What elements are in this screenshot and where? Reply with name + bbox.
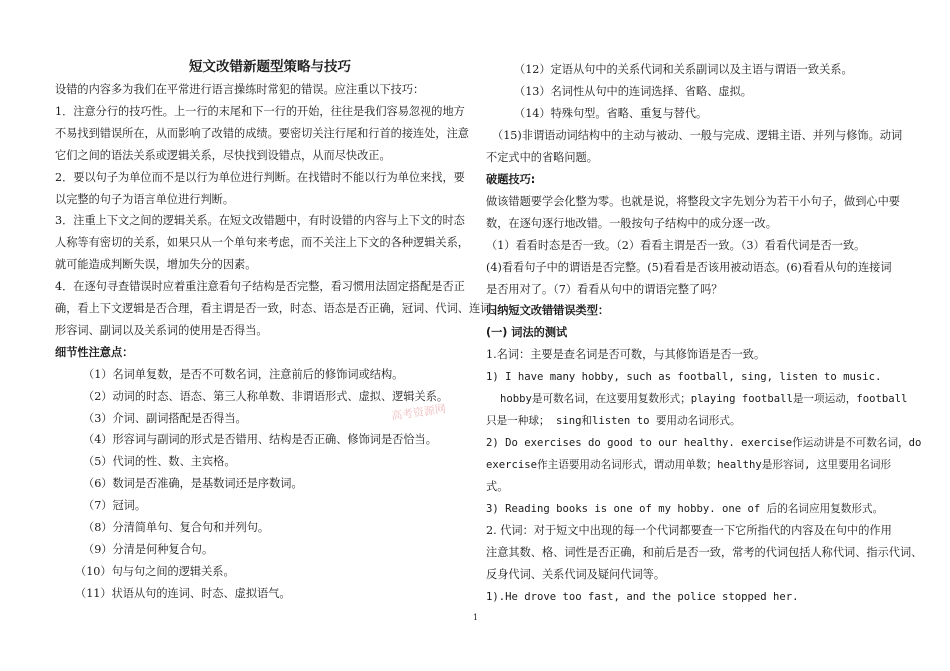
text-line: （13）名词性从句中的连词选择、省略、虚拟。 <box>514 84 752 98</box>
text-line: 1).He drove too fast, and the police stopped her. <box>486 590 799 603</box>
text-line: 3．注重上下文之间的逻辑关系。在短文改错题中，有时设错的内容与上下文的时态 <box>55 214 465 228</box>
text-line: 2. 代词：对于短文中出现的每一个代词都要查一下它所指代的内容及在句中的作用 <box>486 523 892 537</box>
text-line: (4)看看句子中的谓语是否完整。(5)看看是否该用被动语态。(6)看看从句的连接词 <box>486 260 892 274</box>
text-line: 3) Reading books is one of my hobby. one of 后的名词应用复数形式。 <box>486 503 884 515</box>
text-line: 1) I have many hobby, such as football, sing, listen to music. <box>486 371 882 384</box>
text-line: 不定式中的省略问题。 <box>486 150 598 164</box>
text-line: 做该错题要学会化整为零。也就是说，将整段文字先划分为若干小句子，做到心中要 <box>486 194 900 208</box>
section-heading: (一) 词法的测试 <box>486 326 568 340</box>
text-line: 确，看上下文逻辑是否合理，看主谓是否一致，时态、语态是否正确，冠词、代词、连词、 <box>55 302 503 315</box>
text-line: 人称等有密切的关系，如果只从一个单句来考虑，而不关注上下文的各种逻辑关系， <box>55 236 469 250</box>
text-line: （10）句与句之间的逻辑关系。 <box>75 564 235 578</box>
text-line: （8）分清简单句、复合句和并列句。 <box>83 521 270 534</box>
page-number: 1 <box>473 613 479 622</box>
text-line: （6）数词是否准确，是基数词还是序数词。 <box>83 477 303 491</box>
text-line: 只是一种球； sing和listen to 要用动名词形式。 <box>486 415 741 428</box>
text-line: 不易找到错误所在，从而影响了改错的成绩。要密切关注行尾和行首的接连处，注意 <box>55 126 469 140</box>
text-line: （9）分清是何种复合句。 <box>83 542 214 556</box>
text-line: 2) Do exercises do good to our healthy. exercise作运动讲是不可数名词，do <box>486 437 922 450</box>
text-line: 是否用对了。（7）看看从句中的谓语完整了吗？ <box>486 282 723 296</box>
text-line: （14）特殊句型。省略、重复与替代。 <box>514 106 708 120</box>
text-line: （1）名词单复数，是否不可数名词，注意前后的修饰词或结构。 <box>83 367 404 381</box>
text-line: （12）定语从句中的关系代词和关系副词以及主语与谓语一致关系。 <box>514 63 853 76</box>
text-line: 1．注意分行的技巧性。上一行的末尾和下一行的开始，往往是我们容易忽视的地方 <box>55 104 465 118</box>
text-line: 数，在逐句逐行地改错。一般按句子结构中的成分逐一改。 <box>486 216 777 230</box>
text-line: （1）看看时态是否一致。（2）看看主谓是否一致。（3）看看代词是否一致。 <box>486 238 866 252</box>
section-heading: 破题技巧: <box>486 172 536 186</box>
text-line: 式。 <box>486 480 509 494</box>
text-line: （3）介词、副词搭配是否得当。 <box>83 411 247 425</box>
watermark-stamp: 高考资源网 <box>390 402 447 423</box>
text-line: （5）代词的性、数、主宾格。 <box>83 455 236 469</box>
text-line: 注意其数、格、词性是否正确，和前后是否一致，常考的代词包括人称代词、指示代词、 <box>486 545 923 559</box>
text-line: （7）冠词。 <box>83 499 147 513</box>
text-line: （2）动词的时态、语态、第三人称单数、非谓语形式、虚拟、逻辑关系。 <box>83 389 449 403</box>
text-line: 就可能造成判断失误，增加失分的因素。 <box>55 258 257 272</box>
text-line: 1.名词：主要是查名词是否可数，与其修饰语是否一致。 <box>486 348 766 362</box>
text-line: 形容词、副词以及关系词的使用是否得当。 <box>55 323 268 337</box>
text-line: （11）状语从句的连词、时态、虚拟语气。 <box>75 586 291 600</box>
text-line: （15)非谓语动词结构中的主动与被动、一般与完成、逻辑主语、并列与修饰。动词 <box>492 128 903 142</box>
text-line: （4）形容词与副词的形式是否错用、结构是否正确、修饰词是否恰当。 <box>83 433 437 447</box>
document-title: 短文改错新题型策略与技巧 <box>189 59 351 75</box>
text-line: 它们之间的语法关系或逻辑关系，尽快找到设错点，从而尽快改正。 <box>55 148 391 162</box>
text-line: 以完整的句子为语言单位进行判断。 <box>55 192 235 206</box>
section-heading: 归纳短文改错错误类型： <box>486 304 610 318</box>
text-line: 2．要以句子为单位而不是以行为单位进行判断。在找错时不能以行为单位来找，要 <box>55 170 465 184</box>
text-line: exercise作主语要用动名词形式，谓动用单数；healthy是形容词, 这里要用名词形 <box>486 459 892 472</box>
text-line: 4．在逐句寻查错误时应着重注意看句子结构是否完整，看习惯用法固定搭配是否正 <box>55 280 465 294</box>
text-line: 反身代词、关系代词及疑问代词等。 <box>486 567 666 581</box>
text-line: 设错的内容多为我们在平常进行语言操练时常犯的错误。应注重以下技巧： <box>55 83 425 96</box>
text-line: hobby是可数名词，在这要用复数形式；playing football是一项运动，football <box>500 393 908 406</box>
section-heading: 细节性注意点： <box>55 345 134 359</box>
